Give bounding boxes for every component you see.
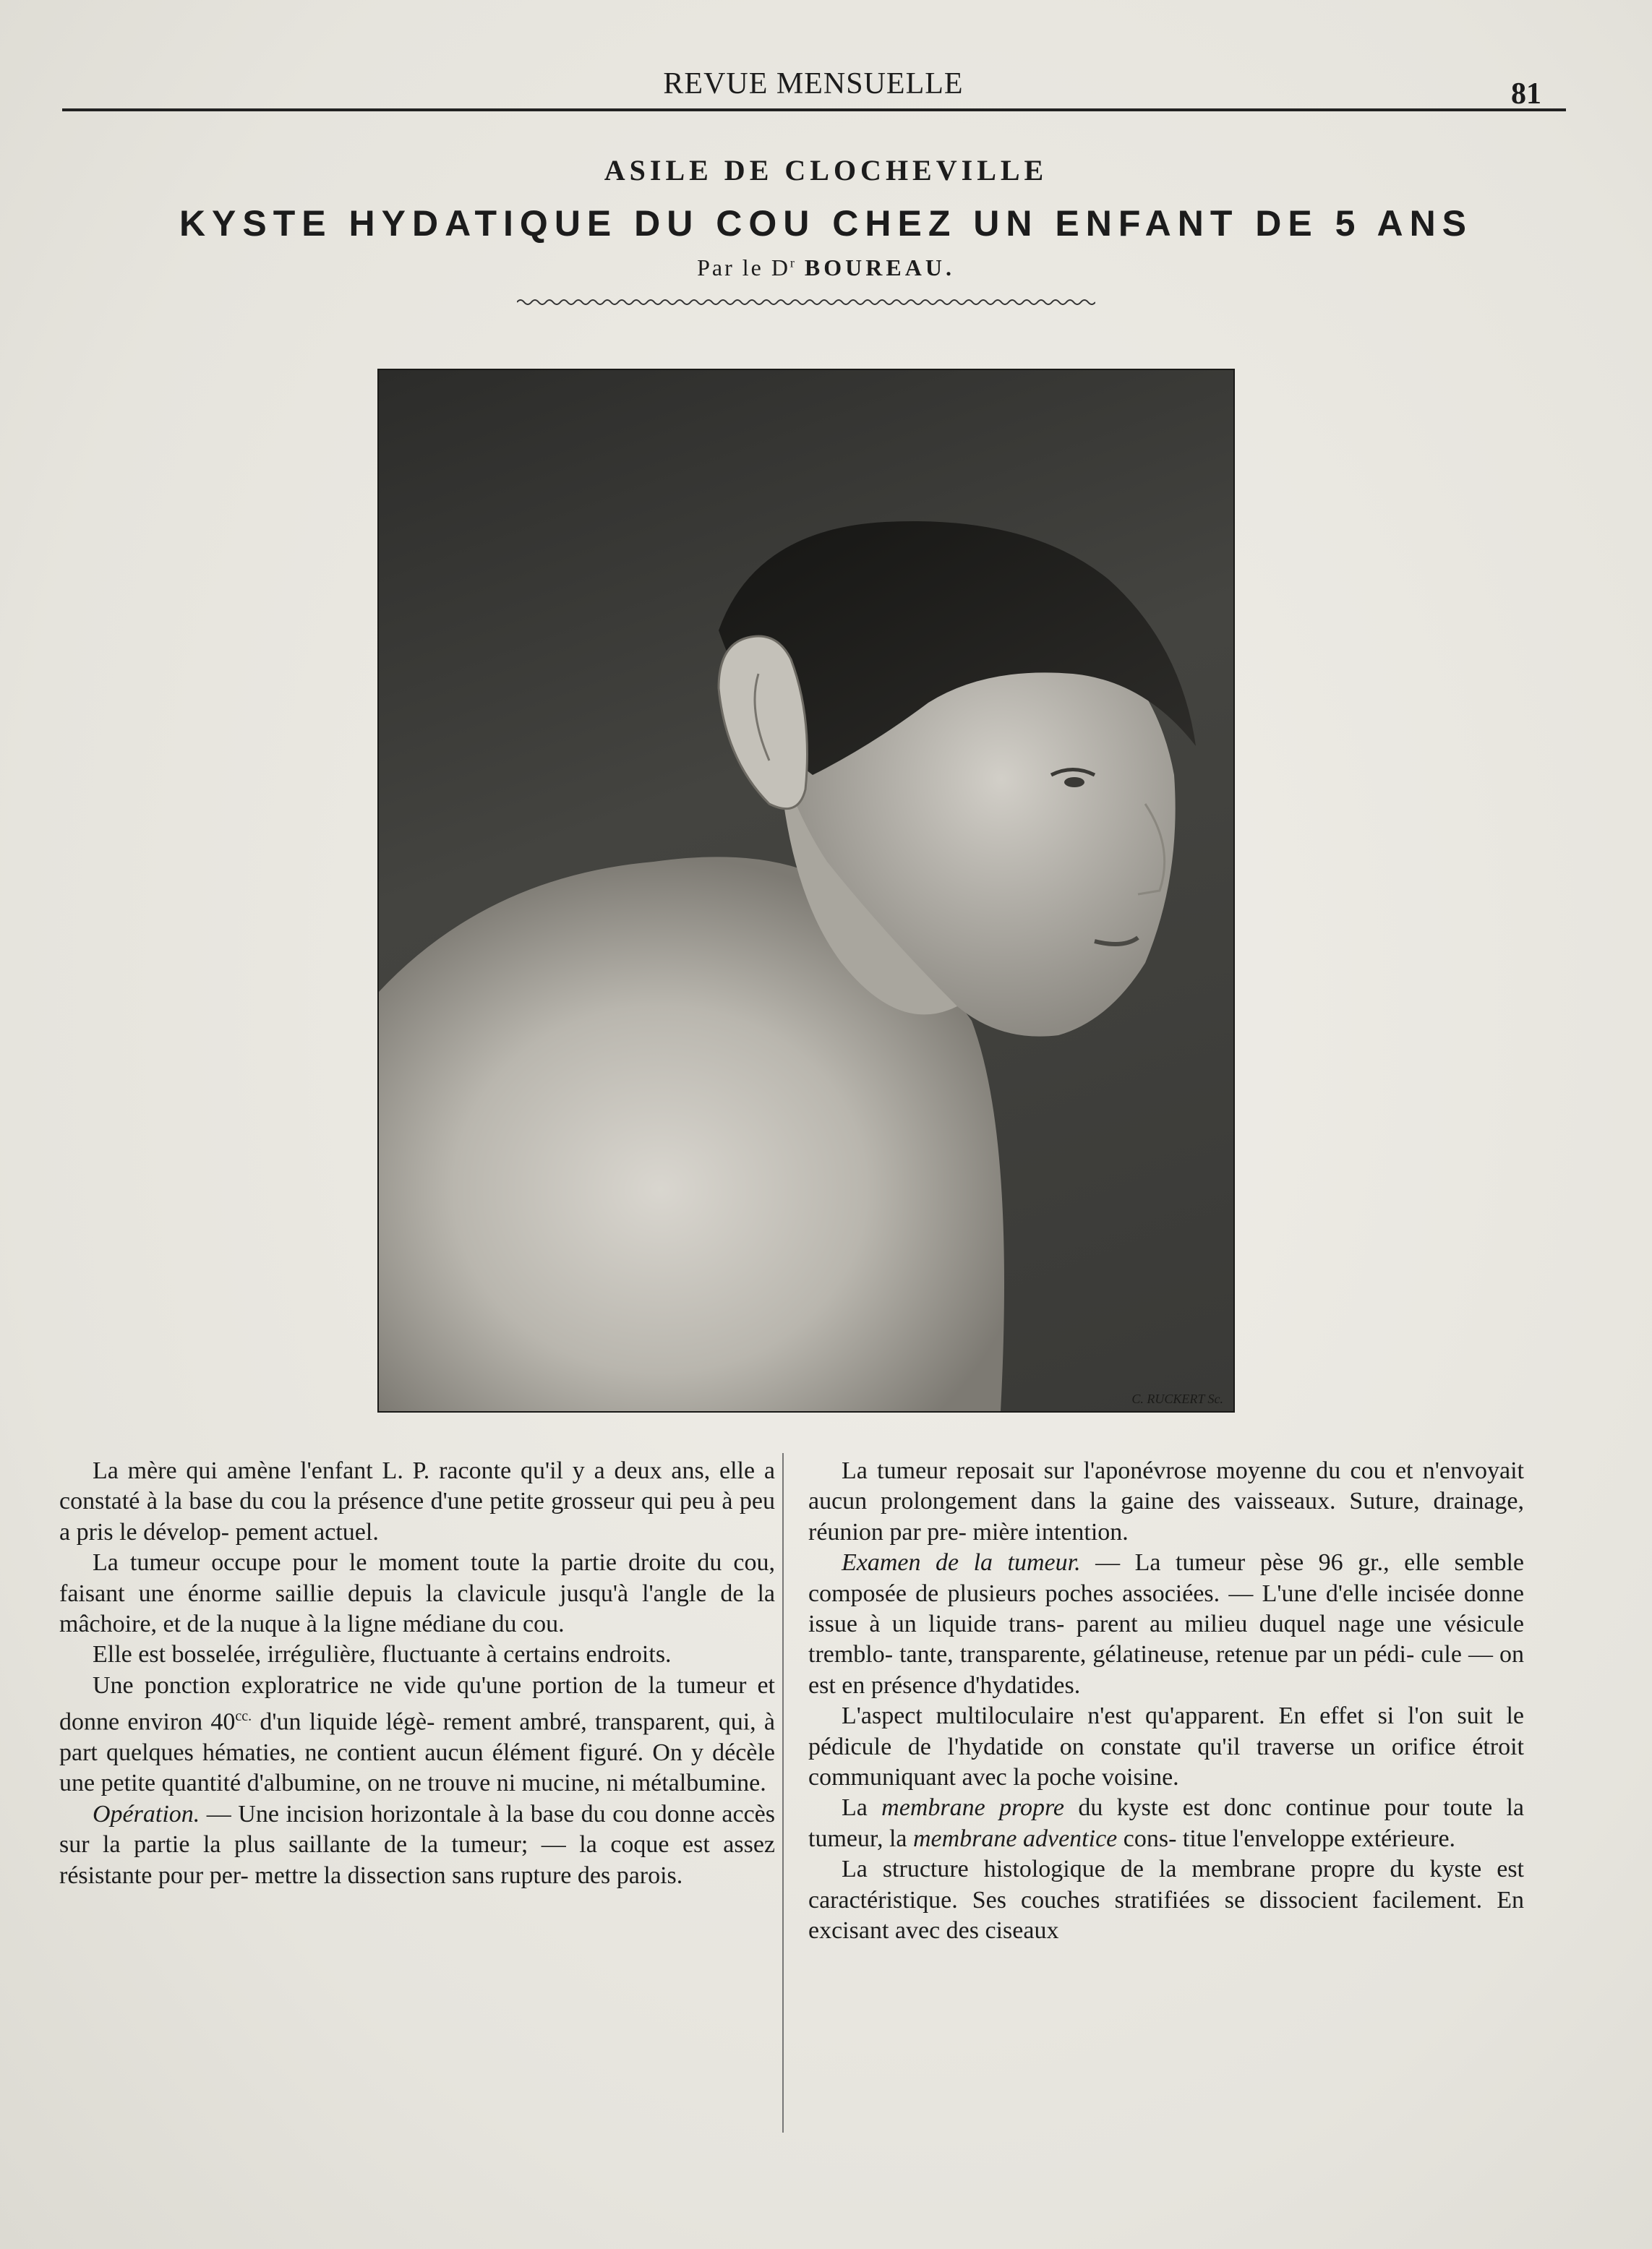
emphasis: membrane propre <box>881 1794 1065 1822</box>
child-profile-illustration <box>379 370 1233 1411</box>
page-number: 81 <box>1511 77 1541 111</box>
byline-author: BOUREAU. <box>804 254 955 280</box>
paragraph: Elle est bosselée, irrégulière, fluctuante à certains endroits. <box>93 1641 672 1668</box>
paragraph: L'aspect multiloculaire n'est qu'apparent. En effet si l'on suit le pédicule de l'hydatide on constate qu'il traverse un orifice étroit communiquant avec la poche voisine. <box>808 1702 1524 1791</box>
paragraph-text: Une ponction exploratrice ne vide qu'une portion de la tumeur et donne environ 40 <box>59 1671 775 1736</box>
paragraph-text: — La tumeur pèse 96 gr., elle semble composée de plusieurs poches associées. — L'une d'elle incisée donne issue à un liquide trans- parent au milieu duquel nage une vésicule tremblo- tante, transparente, gélatineuse, retenue par un pédi- cule — on est en présence d'hydatides. <box>808 1549 1524 1699</box>
journal-title: REVUE MENSUELLE <box>663 67 964 100</box>
paragraph-text: du kyste est donc continue pour toute la tumeur, la <box>808 1794 1525 1852</box>
section-title: ASILE DE CLOCHEVILLE <box>604 154 1048 187</box>
paragraph: La mère qui amène l'enfant L. P. raconte qu'il y a deux ans, elle a constaté à la base du cou la présence d'une petite grosseur qui peu à peu a pris le dévelop- pement actuel. <box>59 1457 775 1546</box>
byline-prefix: Par le D <box>697 254 790 280</box>
emphasis: membrane adventice <box>912 1825 1118 1852</box>
paragraph: La structure histologique de la membrane propre du kyste est caractéristique. Ses couches stratifiées se dissocient facilement. En excisant avec des ciseaux <box>808 1856 1524 1945</box>
right-column <box>808 1456 1524 1947</box>
paragraph-text: cons- titue l'enveloppe extérieure. <box>1117 1825 1456 1852</box>
paragraph-text: — Une incision horizontale à la base du cou donne accès sur la partie la plus saillante de la tumeur; — la coque est assez résistante pour per- mettre la dissection sans rupture des parois. <box>59 1800 775 1889</box>
paragraph: La tumeur occupe pour le moment toute la partie droite du cou, faisant une énorme saillie depuis la clavicule jusqu'à l'angle de la mâchoire, et de la nuque à la ligne médiane du cou. <box>59 1549 775 1638</box>
patient-photograph <box>377 369 1235 1413</box>
paragraph <box>59 1799 775 1891</box>
running-head <box>58 67 1569 110</box>
paragraph: La tumeur reposait sur l'aponévrose moyenne du cou et n'envoyait aucun prolongement dans la gaine des vaisseaux. Suture, drainage, réunion par pre- mière intention. <box>808 1457 1524 1546</box>
paragraph <box>808 1793 1524 1854</box>
paragraph <box>59 1671 775 1799</box>
column-divider <box>782 1453 784 2133</box>
unit-superscript: cc. <box>235 1708 252 1725</box>
run-in-heading: Opération. <box>93 1800 200 1828</box>
run-in-heading: Examen de la tumeur. <box>842 1549 1081 1577</box>
wavy-rule-ornament <box>517 295 1095 309</box>
engraver-credit: C. RUCKERT Sc. <box>1131 1392 1223 1406</box>
byline-sup: r <box>789 255 797 270</box>
byline <box>0 254 1652 281</box>
left-column <box>59 1456 775 1891</box>
paragraph-text: La <box>842 1794 882 1822</box>
article-title: KYSTE HYDATIQUE DU COU CHEZ UN ENFANT DE 5 ANS <box>179 203 1473 244</box>
paragraph-text: d'un liquide légè- rement ambré, transparent, qui, à part quelques hématies, ne contient aucun élément figuré. On y décèle une petite quantité d'albumine, on ne trouve ni mucine, ni métalbumine. <box>59 1708 775 1797</box>
header-rule <box>62 108 1566 111</box>
paragraph <box>808 1548 1524 1701</box>
